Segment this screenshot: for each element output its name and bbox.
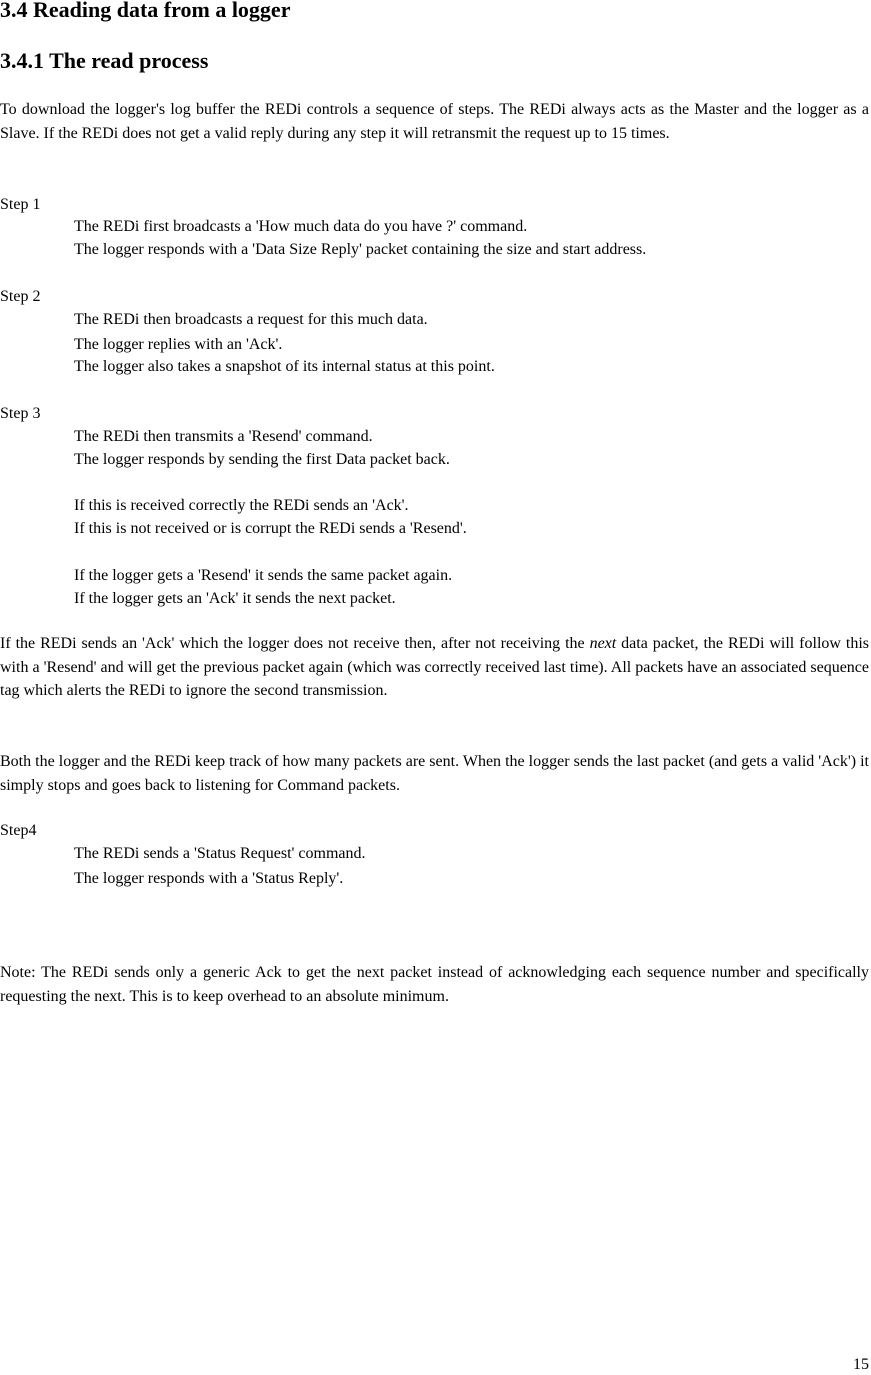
lost-ack-text-after: data packet, the REDi will follow this with a 'Resend' and will get the previous packet again (which was correctly received last time). All packets have an associated sequence tag which alerts the REDi to ignore the second transmission. bbox=[0, 635, 869, 699]
step-label: Step 2 bbox=[0, 288, 41, 305]
step-line: The REDi then transmits a 'Resend' command. bbox=[74, 428, 373, 445]
step-label: Step 1 bbox=[0, 196, 41, 213]
step-line: The REDi first broadcasts a 'How much data do you have ?' command. bbox=[74, 218, 528, 235]
step-line: The REDi sends a 'Status Request' command. bbox=[74, 845, 366, 862]
lost-ack-text-before: If the REDi sends an 'Ack' which the logger does not receive then, after not receiving the bbox=[0, 635, 590, 652]
packet-tracking-paragraph: Both the logger and the REDi keep track of how many packets are sent. When the logger sends the last packet (and gets a valid 'Ack') it simply stops and goes back to listening for Command packets. bbox=[0, 753, 869, 794]
step-line: If the logger gets a 'Resend' it sends the same packet again. bbox=[74, 567, 453, 584]
step-line: The logger responds by sending the first Data packet back. bbox=[74, 451, 450, 468]
subsection-heading: 3.4.1 The read process bbox=[0, 48, 209, 73]
intro-paragraph: To download the logger's log buffer the REDi controls a sequence of steps. The REDi always acts as the Master and the logger as a Slave. If the REDi does not get a valid reply during any step it will retransmit the request up to 15 times. bbox=[0, 101, 869, 142]
emphasis-next: next bbox=[589, 635, 617, 652]
step-label: Step4 bbox=[0, 822, 37, 839]
step-label: Step 3 bbox=[0, 405, 41, 422]
step-line: The logger responds with a 'Data Size Reply' packet containing the size and start address. bbox=[74, 241, 647, 258]
lost-ack-paragraph bbox=[0, 632, 869, 703]
step-line: The REDi then broadcasts a request for this much data. bbox=[74, 311, 428, 328]
step-line: The logger also takes a snapshot of its internal status at this point. bbox=[74, 358, 495, 375]
step-line: The logger responds with a 'Status Reply'. bbox=[74, 870, 344, 887]
step-line: The logger replies with an 'Ack'. bbox=[74, 336, 283, 353]
step-line: If this is not received or is corrupt the REDi sends a 'Resend'. bbox=[74, 520, 467, 537]
step-line: If this is received correctly the REDi sends an 'Ack'. bbox=[74, 497, 409, 514]
note-paragraph: Note: The REDi sends only a generic Ack to get the next packet instead of acknowledging each sequence number and specifically requesting the next. This is to keep overhead to an absolute minimum. bbox=[0, 964, 869, 1005]
page-number: 15 bbox=[853, 1356, 869, 1373]
step-line: If the logger gets an 'Ack' it sends the next packet. bbox=[74, 590, 396, 607]
section-heading: 3.4 Reading data from a logger bbox=[0, 0, 291, 22]
